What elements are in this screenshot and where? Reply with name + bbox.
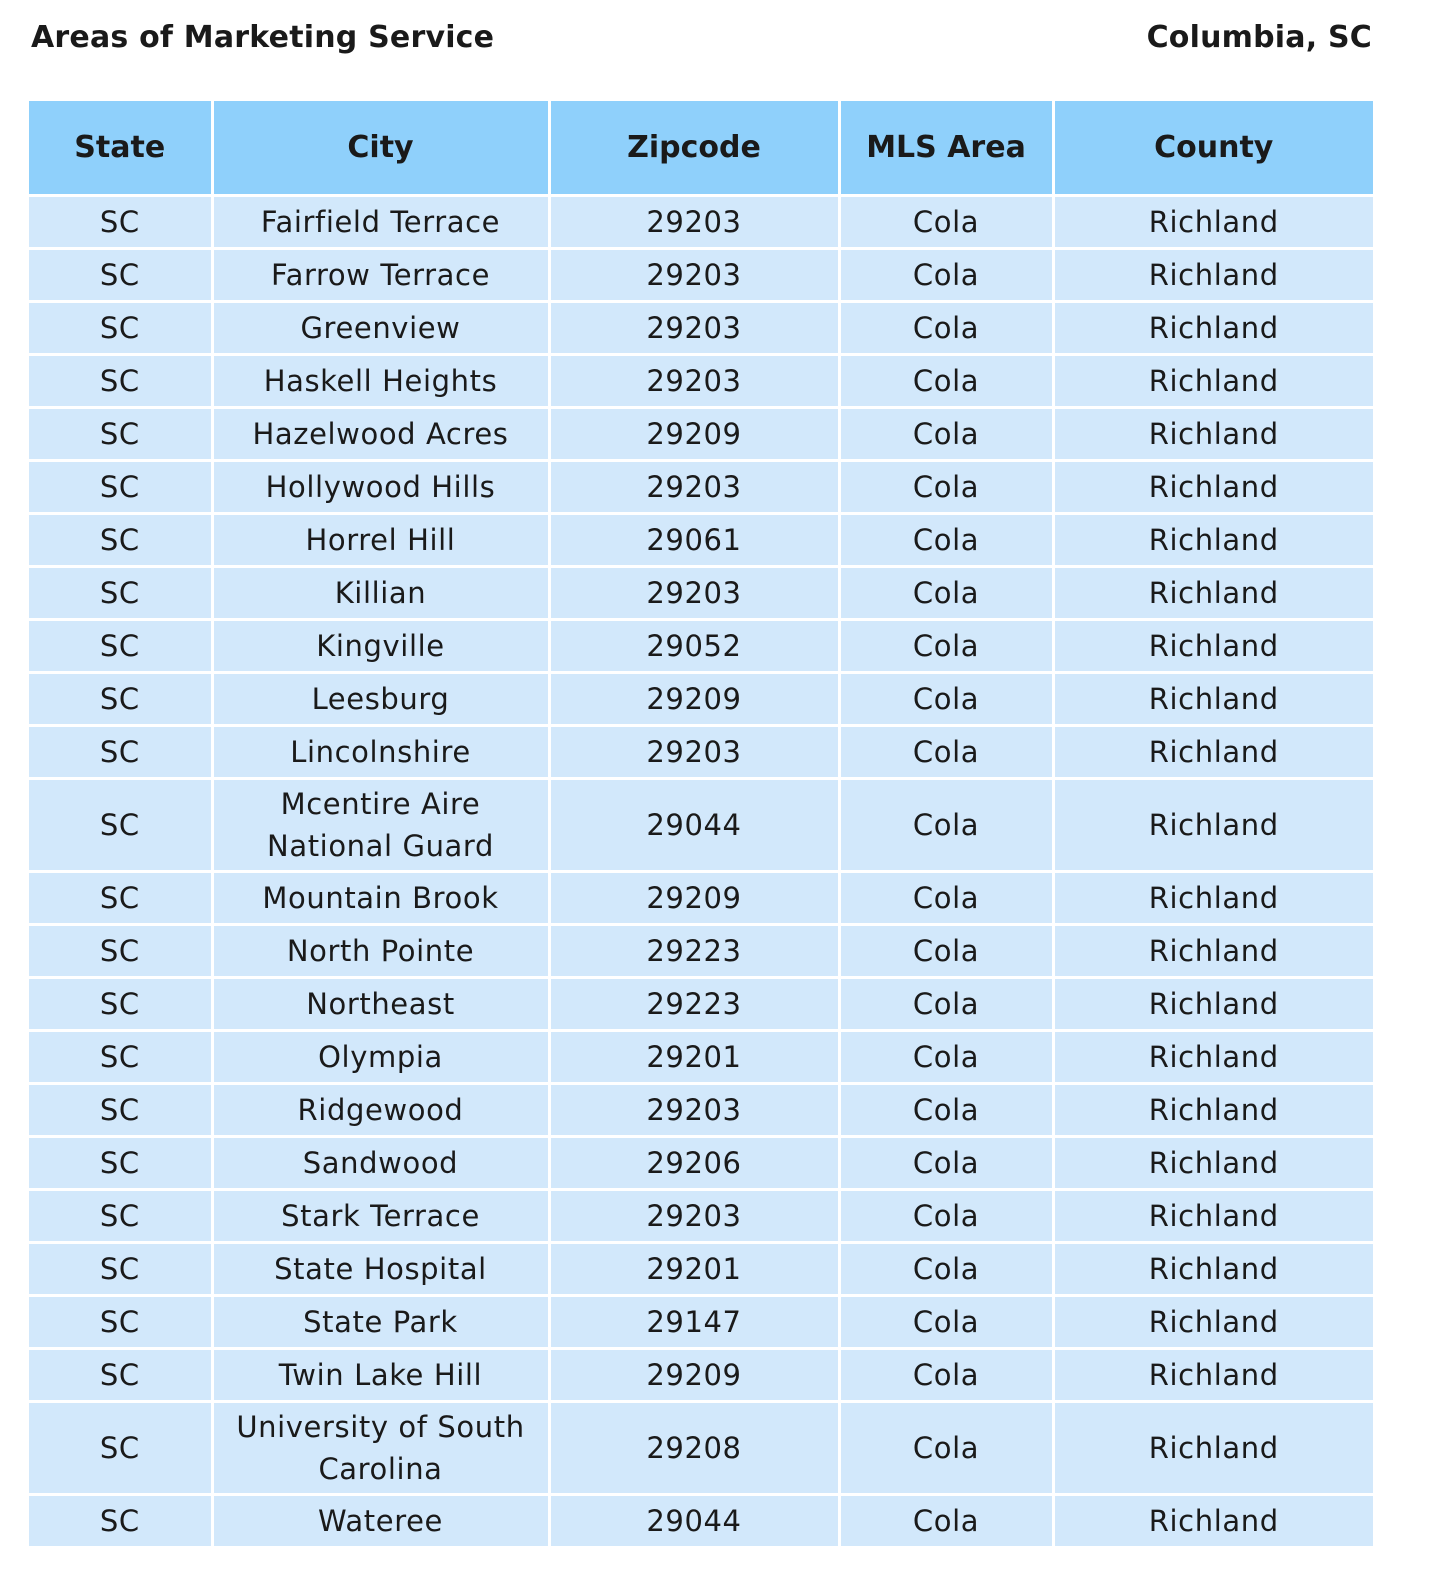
cell-state: SC (29, 978, 212, 1031)
cell-county: Richland (1053, 779, 1373, 872)
cell-county: Richland (1053, 1137, 1373, 1190)
cell-state: SC (29, 249, 212, 302)
cell-zipcode: 29223 (549, 978, 839, 1031)
service-areas-table (29, 101, 1373, 1549)
cell-zipcode: 29203 (549, 355, 839, 408)
cell-state: SC (29, 1243, 212, 1296)
service-areas-table-container (29, 101, 1373, 1549)
cell-mls-area: Cola (839, 1243, 1053, 1296)
cell-state: SC (29, 1031, 212, 1084)
table-row (29, 249, 1373, 302)
cell-city: State Hospital (212, 1243, 549, 1296)
cell-county: Richland (1053, 1243, 1373, 1296)
table-row (29, 1031, 1373, 1084)
cell-city: Fairfield Terrace (212, 196, 549, 249)
cell-zipcode: 29203 (549, 461, 839, 514)
cell-state: SC (29, 925, 212, 978)
table-row (29, 1137, 1373, 1190)
document-title: Areas of Marketing Service (31, 20, 495, 55)
cell-county: Richland (1053, 249, 1373, 302)
cell-zipcode: 29203 (549, 1084, 839, 1137)
cell-city: Mountain Brook (212, 872, 549, 925)
header-county: County (1053, 101, 1373, 196)
table-row (29, 514, 1373, 567)
table-row (29, 779, 1373, 872)
table-row (29, 302, 1373, 355)
table-row (29, 925, 1373, 978)
cell-mls-area: Cola (839, 1349, 1053, 1402)
table-row (29, 726, 1373, 779)
table-row (29, 978, 1373, 1031)
cell-city: Kingville (212, 620, 549, 673)
cell-zipcode: 29203 (549, 567, 839, 620)
cell-city: Sandwood (212, 1137, 549, 1190)
header-zipcode: Zipcode (549, 101, 839, 196)
cell-state: SC (29, 673, 212, 726)
cell-zipcode: 29147 (549, 1296, 839, 1349)
cell-mls-area: Cola (839, 1084, 1053, 1137)
cell-county: Richland (1053, 1031, 1373, 1084)
cell-city: Leesburg (212, 673, 549, 726)
cell-mls-area: Cola (839, 1296, 1053, 1349)
cell-county: Richland (1053, 726, 1373, 779)
cell-state: SC (29, 1084, 212, 1137)
cell-zipcode: 29206 (549, 1137, 839, 1190)
table-row (29, 1402, 1373, 1495)
cell-state: SC (29, 726, 212, 779)
table-row (29, 355, 1373, 408)
table-row (29, 1084, 1373, 1137)
cell-city: Horrel Hill (212, 514, 549, 567)
cell-county: Richland (1053, 408, 1373, 461)
document-location: Columbia, SC (1146, 20, 1372, 55)
cell-city: Twin Lake Hill (212, 1349, 549, 1402)
table-row (29, 1296, 1373, 1349)
cell-county: Richland (1053, 872, 1373, 925)
table-row (29, 1349, 1373, 1402)
cell-mls-area: Cola (839, 355, 1053, 408)
cell-zipcode: 29209 (549, 872, 839, 925)
cell-mls-area: Cola (839, 514, 1053, 567)
cell-state: SC (29, 302, 212, 355)
cell-state: SC (29, 514, 212, 567)
table-row (29, 1190, 1373, 1243)
cell-city: Ridgewood (212, 1084, 549, 1137)
cell-mls-area: Cola (839, 1031, 1053, 1084)
cell-state: SC (29, 1402, 212, 1495)
cell-county: Richland (1053, 514, 1373, 567)
cell-city: Hollywood Hills (212, 461, 549, 514)
cell-state: SC (29, 1190, 212, 1243)
table-row (29, 461, 1373, 514)
cell-state: SC (29, 872, 212, 925)
cell-mls-area: Cola (839, 1190, 1053, 1243)
cell-county: Richland (1053, 302, 1373, 355)
cell-zipcode: 29203 (549, 1190, 839, 1243)
cell-city: Hazelwood Acres (212, 408, 549, 461)
cell-mls-area: Cola (839, 925, 1053, 978)
header-city: City (212, 101, 549, 196)
cell-city: Stark Terrace (212, 1190, 549, 1243)
cell-city: Farrow Terrace (212, 249, 549, 302)
cell-mls-area: Cola (839, 1137, 1053, 1190)
cell-zipcode: 29209 (549, 408, 839, 461)
cell-county: Richland (1053, 355, 1373, 408)
cell-zipcode: 29209 (549, 673, 839, 726)
cell-county: Richland (1053, 567, 1373, 620)
cell-zipcode: 29203 (549, 302, 839, 355)
cell-county: Richland (1053, 1084, 1373, 1137)
cell-state: SC (29, 567, 212, 620)
cell-zipcode: 29201 (549, 1031, 839, 1084)
table-row (29, 567, 1373, 620)
cell-mls-area: Cola (839, 978, 1053, 1031)
table-row (29, 1243, 1373, 1296)
cell-mls-area: Cola (839, 408, 1053, 461)
cell-state: SC (29, 620, 212, 673)
header-state: State (29, 101, 212, 196)
cell-mls-area: Cola (839, 779, 1053, 872)
cell-mls-area: Cola (839, 249, 1053, 302)
cell-zipcode: 29201 (549, 1243, 839, 1296)
cell-zipcode: 29061 (549, 514, 839, 567)
cell-mls-area: Cola (839, 872, 1053, 925)
cell-county: Richland (1053, 1402, 1373, 1495)
cell-zipcode: 29209 (549, 1349, 839, 1402)
cell-mls-area: Cola (839, 567, 1053, 620)
cell-zipcode: 29052 (549, 620, 839, 673)
cell-city: State Park (212, 1296, 549, 1349)
cell-city: Greenview (212, 302, 549, 355)
cell-county: Richland (1053, 925, 1373, 978)
table-row (29, 872, 1373, 925)
cell-mls-area: Cola (839, 461, 1053, 514)
cell-zipcode: 29223 (549, 925, 839, 978)
cell-mls-area: Cola (839, 196, 1053, 249)
cell-city: Killian (212, 567, 549, 620)
cell-zipcode: 29203 (549, 196, 839, 249)
cell-zipcode: 29203 (549, 249, 839, 302)
cell-city: Northeast (212, 978, 549, 1031)
cell-state: SC (29, 779, 212, 872)
table-header-row (29, 101, 1373, 196)
cell-mls-area: Cola (839, 673, 1053, 726)
table-row (29, 408, 1373, 461)
cell-zipcode: 29208 (549, 1402, 839, 1495)
cell-city: Haskell Heights (212, 355, 549, 408)
header-mls-area: MLS Area (839, 101, 1053, 196)
cell-zipcode: 29044 (549, 1495, 839, 1548)
table-row (29, 620, 1373, 673)
cell-state: SC (29, 196, 212, 249)
cell-county: Richland (1053, 1495, 1373, 1548)
cell-city: Lincolnshire (212, 726, 549, 779)
cell-city: Wateree (212, 1495, 549, 1548)
cell-zipcode: 29203 (549, 726, 839, 779)
cell-city: University of South Carolina (212, 1402, 549, 1495)
cell-state: SC (29, 355, 212, 408)
cell-mls-area: Cola (839, 302, 1053, 355)
cell-city: Olympia (212, 1031, 549, 1084)
table-row (29, 1495, 1373, 1548)
cell-city: North Pointe (212, 925, 549, 978)
cell-state: SC (29, 1349, 212, 1402)
cell-county: Richland (1053, 1349, 1373, 1402)
cell-mls-area: Cola (839, 726, 1053, 779)
cell-mls-area: Cola (839, 620, 1053, 673)
cell-county: Richland (1053, 673, 1373, 726)
cell-state: SC (29, 1296, 212, 1349)
cell-county: Richland (1053, 461, 1373, 514)
cell-zipcode: 29044 (549, 779, 839, 872)
cell-state: SC (29, 1495, 212, 1548)
cell-county: Richland (1053, 620, 1373, 673)
cell-mls-area: Cola (839, 1495, 1053, 1548)
cell-state: SC (29, 408, 212, 461)
cell-state: SC (29, 461, 212, 514)
cell-state: SC (29, 1137, 212, 1190)
cell-city: Mcentire Aire National Guard (212, 779, 549, 872)
cell-county: Richland (1053, 1296, 1373, 1349)
table-row (29, 673, 1373, 726)
cell-county: Richland (1053, 196, 1373, 249)
cell-county: Richland (1053, 978, 1373, 1031)
table-body (29, 196, 1373, 1548)
table-row (29, 196, 1373, 249)
cell-mls-area: Cola (839, 1402, 1053, 1495)
cell-county: Richland (1053, 1190, 1373, 1243)
document-header (31, 18, 1372, 58)
